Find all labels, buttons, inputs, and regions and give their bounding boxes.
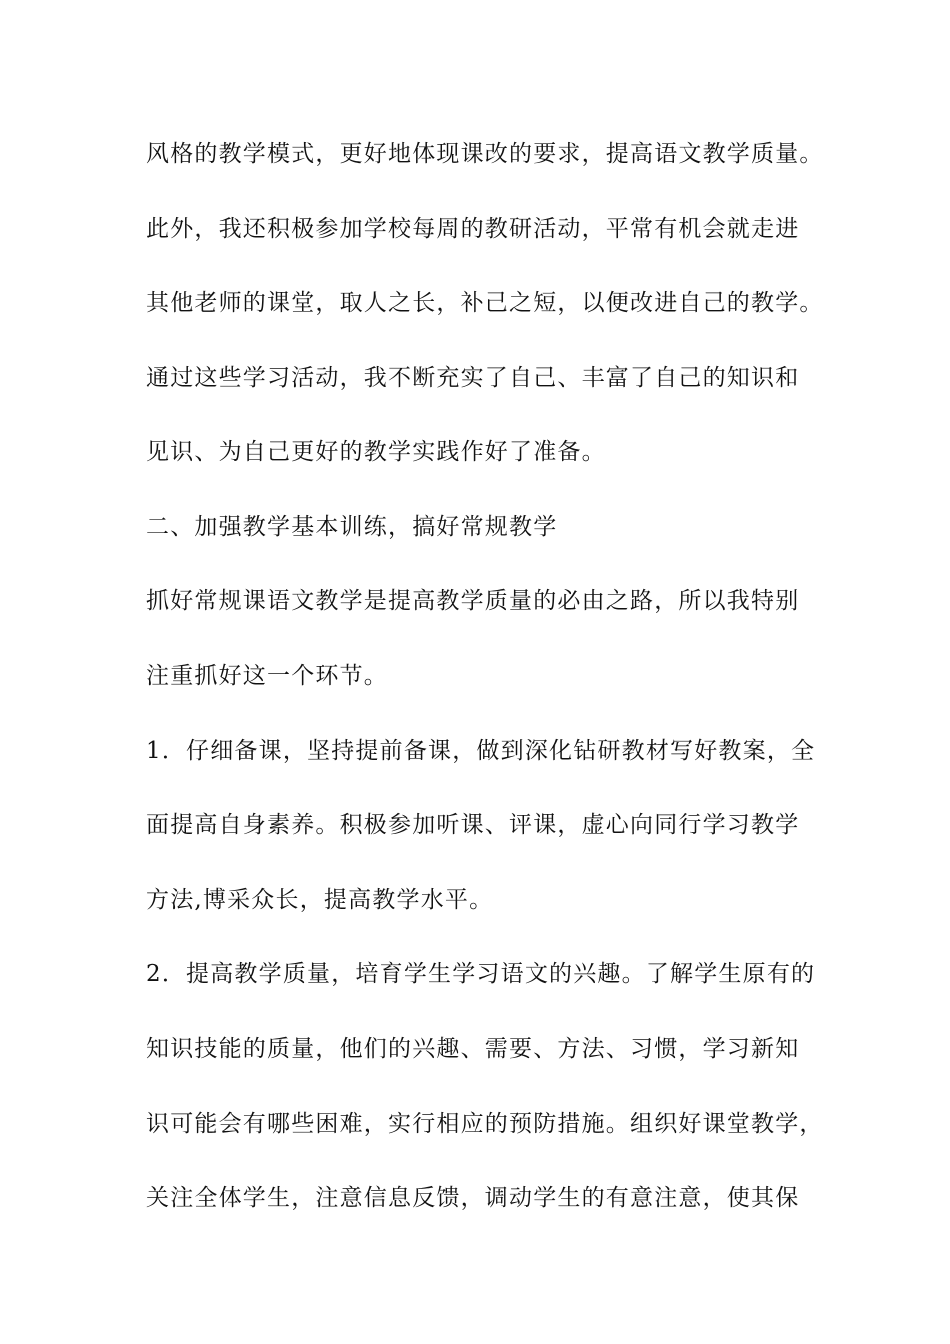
list-item-line: 知识技能的质量，他们的兴趣、需要、方法、习惯，学习新知 [146, 1036, 800, 1062]
paragraph-line: 其他老师的课堂，取人之长，补己之短，以便改进自己的教学。 [146, 290, 824, 316]
list-item-line: 关注全体学生，注意信息反馈，调动学生的有意注意，使其保 [146, 1185, 800, 1211]
list-item-line: 方法,博采众长，提高教学水平。 [146, 887, 494, 913]
list-item-line: 面提高自身素养。积极参加听课、评课，虚心向同行学习教学 [146, 812, 800, 838]
paragraph-line: 此外，我还积极参加学校每周的教研活动，平常有机会就走进 [146, 216, 800, 242]
paragraph-line: 抓好常规课语文教学是提高教学质量的必由之路，所以我特别 [146, 588, 800, 614]
paragraph-line: 见识、为自己更好的教学实践作好了准备。 [146, 439, 606, 465]
list-item-line: 1．仔细备课，坚持提前备课，做到深化钻研教材写好教案，全 [146, 738, 816, 764]
section-heading: 二、加强教学基本训练，搞好常规教学 [146, 514, 558, 540]
paragraph-line: 通过这些学习活动，我不断充实了自己、丰富了自己的知识和 [146, 365, 800, 391]
paragraph-line: 风格的教学模式，更好地体现课改的要求，提高语文教学质量。 [146, 141, 824, 167]
list-item-line: 识可能会有哪些困难，实行相应的预防措施。组织好课堂教学， [146, 1111, 824, 1137]
list-item-line: 2．提高教学质量，培育学生学习语文的兴趣。了解学生原有的 [146, 961, 816, 987]
paragraph-line: 注重抓好这一个环节。 [146, 663, 388, 689]
